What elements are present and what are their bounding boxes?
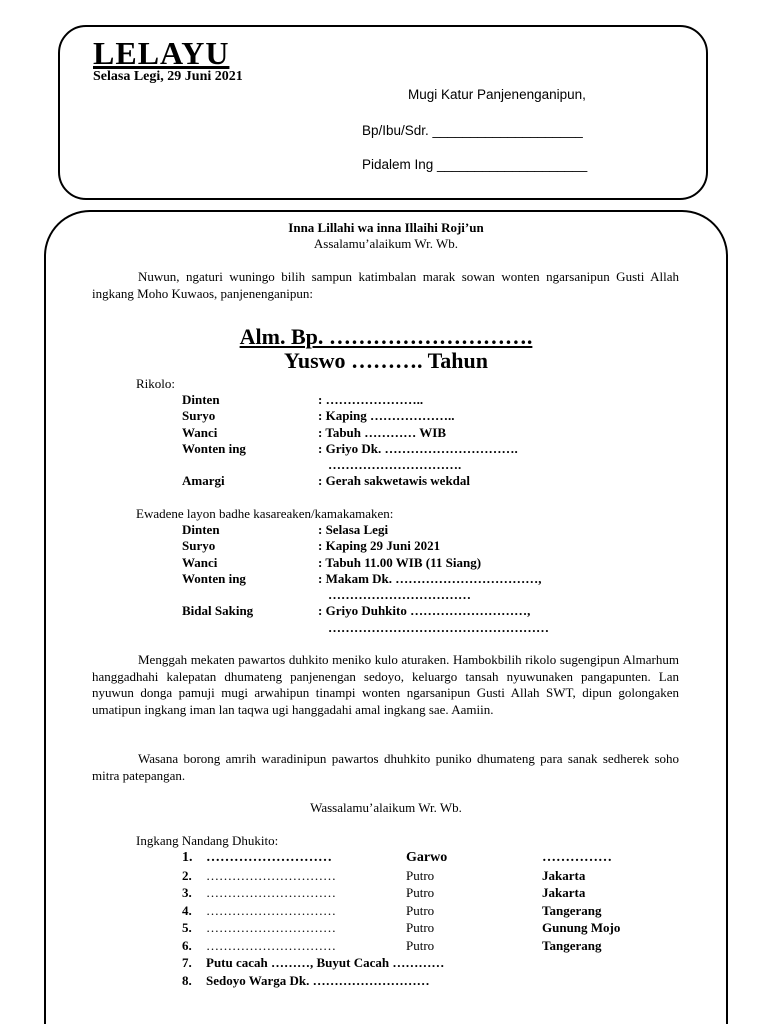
- family-member-relation: Garwo: [406, 850, 448, 865]
- death-detail-key: Dinten: [182, 392, 220, 407]
- family-member-location: ……………: [542, 850, 612, 865]
- recipient-line: Bp/Ibu/Sdr. ____________________: [362, 123, 583, 138]
- burial-detail-value: : Griyo Duhkito ………………………,: [318, 603, 531, 619]
- family-extra-text: Putu cacah ………, Buyut Cacah …………: [206, 955, 445, 970]
- death-detail-row: [182, 441, 518, 457]
- family-extra-text: Sedoyo Warga Dk. ………………………: [206, 972, 430, 988]
- burial-detail-value: : Makam Dk. ……………………………,: [318, 570, 542, 586]
- family-member-name: …………………………: [206, 902, 336, 918]
- family-extra-row: [182, 954, 620, 972]
- family-member-relation: Putro: [406, 920, 435, 935]
- burial-detail-key-empty: [182, 587, 318, 603]
- burial-detail-row: [182, 555, 549, 571]
- family-extra-number: 8.: [182, 972, 192, 988]
- death-detail-key: Wanci: [182, 424, 218, 440]
- family-extra-number: 7.: [182, 955, 192, 970]
- family-member-relation: Putro: [406, 885, 435, 900]
- family-member-number: 2.: [182, 867, 192, 883]
- family-member-number: 4.: [182, 902, 192, 918]
- burial-detail-key: Bidal Saking: [182, 603, 254, 619]
- death-detail-value: : Tabuh ………… WIB: [318, 424, 447, 440]
- family-member-location: Tangerang: [542, 937, 602, 953]
- family-member-location: Tangerang: [542, 902, 602, 918]
- announcement-body: [44, 210, 728, 1024]
- announcement-date: Selasa Legi, 29 Juni 2021: [93, 69, 243, 84]
- deceased-name: Alm. Bp. ……………………….: [239, 324, 533, 349]
- family-member-row: [182, 902, 620, 920]
- address-to: Mugi Katur Panjenenganipun,: [408, 87, 586, 102]
- burial-detail-row: [182, 603, 549, 619]
- family-extra-row: [182, 972, 620, 990]
- death-detail-row-continuation: [182, 457, 518, 473]
- death-detail-value-continuation: ………………………….: [328, 457, 462, 473]
- death-detail-row: [182, 425, 518, 441]
- death-detail-value: : Griyo Dk. ………………………….: [318, 440, 518, 456]
- death-detail-value: : Kaping ………………..: [318, 408, 455, 424]
- burial-details: [182, 522, 549, 636]
- family-member-name: …………………………: [206, 920, 336, 935]
- residence-line: Pidalem Ing ____________________: [362, 157, 588, 172]
- burial-detail-key-empty: [182, 620, 318, 636]
- closing-paragraph: Wasana borong amrih waradinipun pawartos dhuhkito puniko dhumateng para sanak sedherek soho mitra patepangan.: [92, 751, 679, 783]
- header-box: [58, 25, 708, 200]
- family-member-row: [182, 849, 620, 867]
- family-member-relation: Putro: [406, 902, 435, 918]
- death-label: Rikolo:: [136, 376, 176, 391]
- family-member-name: …………………………: [206, 937, 336, 953]
- burial-detail-row-continuation: [182, 620, 549, 636]
- burial-label: Ewadene layon badhe kasareaken/kamakamaken:: [136, 506, 394, 521]
- burial-detail-row-continuation: [182, 587, 549, 603]
- burial-detail-value: : Tabuh 11.00 WIB (11 Siang): [318, 554, 482, 570]
- intro-paragraph: Nuwun, ngaturi wuningo bilih sampun katimbalan marak sowan wonten ngarsanipun Gusti Allah ingkang Moho Kuwaos, panjenenganipun:: [92, 269, 679, 301]
- family-member-number: 1.: [182, 850, 193, 865]
- family-list: [182, 849, 620, 989]
- death-detail-key: Suryo: [182, 408, 216, 424]
- family-member-relation: Putro: [406, 937, 435, 953]
- burial-detail-value: : Kaping 29 Juni 2021: [318, 538, 441, 554]
- family-member-location: Gunung Mojo: [542, 920, 621, 935]
- family-member-number: 5.: [182, 920, 192, 935]
- death-detail-value: : Gerah sakwetawis wekdal: [318, 473, 471, 489]
- deceased-age: Yuswo ………. Tahun: [283, 348, 488, 373]
- burial-detail-key: Suryo: [182, 538, 216, 554]
- burial-detail-value-continuation: ……………………………………………: [328, 619, 549, 635]
- opening-phrase: Inna Lillahi wa inna Illaihi Roji’un: [288, 220, 484, 235]
- burial-detail-row: [182, 538, 549, 554]
- burial-detail-key: Dinten: [182, 522, 220, 537]
- family-label: Ingkang Nandang Dhukito:: [136, 833, 279, 848]
- burial-detail-row: [182, 522, 549, 538]
- death-detail-key: Amargi: [182, 473, 225, 489]
- burial-detail-value-continuation: ……………………………: [328, 587, 471, 603]
- death-detail-row: [182, 473, 518, 489]
- death-detail-row: [182, 408, 518, 424]
- family-member-name: ………………………: [206, 850, 332, 865]
- family-member-row: [182, 937, 620, 955]
- death-details: [182, 392, 518, 490]
- burial-detail-key: Wanci: [182, 554, 218, 570]
- family-member-name: …………………………: [206, 867, 336, 883]
- burial-detail-value: : Selasa Legi: [318, 522, 389, 537]
- document-title: LELAYU: [93, 35, 230, 71]
- family-member-number: 6.: [182, 937, 192, 953]
- family-member-row: [182, 867, 620, 885]
- burial-detail-key: Wonten ing: [182, 570, 246, 586]
- apology-paragraph: Menggah mekaten pawartos duhkito meniko kulo aturaken. Hambokbilih rikolo sugengipun Almarhum hanggadhahi kalepatan dhumateng panjenengan sedoyo, keluargo tansah nyuwunaken pangapunten. Lan nyuwun donga pamuji mugi arwahipun tinampi wonten ngarsanipun Gusti Allah SWT, dipun golongaken umatipun ingkang iman lan taqwa ugi hanggadahi amal ingkang sae. Aamiin.: [92, 652, 679, 717]
- death-detail-key-empty: [182, 457, 318, 473]
- family-member-number: 3.: [182, 885, 192, 900]
- family-member-location: Jakarta: [542, 885, 586, 900]
- closing-greeting: Wassalamu’alaikum Wr. Wb.: [310, 800, 462, 815]
- death-detail-key: Wonten ing: [182, 440, 246, 456]
- burial-detail-row: [182, 571, 549, 587]
- family-member-name: …………………………: [206, 885, 336, 900]
- family-member-location: Jakarta: [542, 867, 586, 883]
- family-member-row: [182, 919, 620, 937]
- family-member-relation: Putro: [406, 867, 435, 883]
- greeting: Assalamu’alaikum Wr. Wb.: [313, 236, 459, 251]
- family-member-row: [182, 884, 620, 902]
- death-detail-value: : …………………..: [318, 392, 424, 407]
- death-detail-row: [182, 392, 518, 408]
